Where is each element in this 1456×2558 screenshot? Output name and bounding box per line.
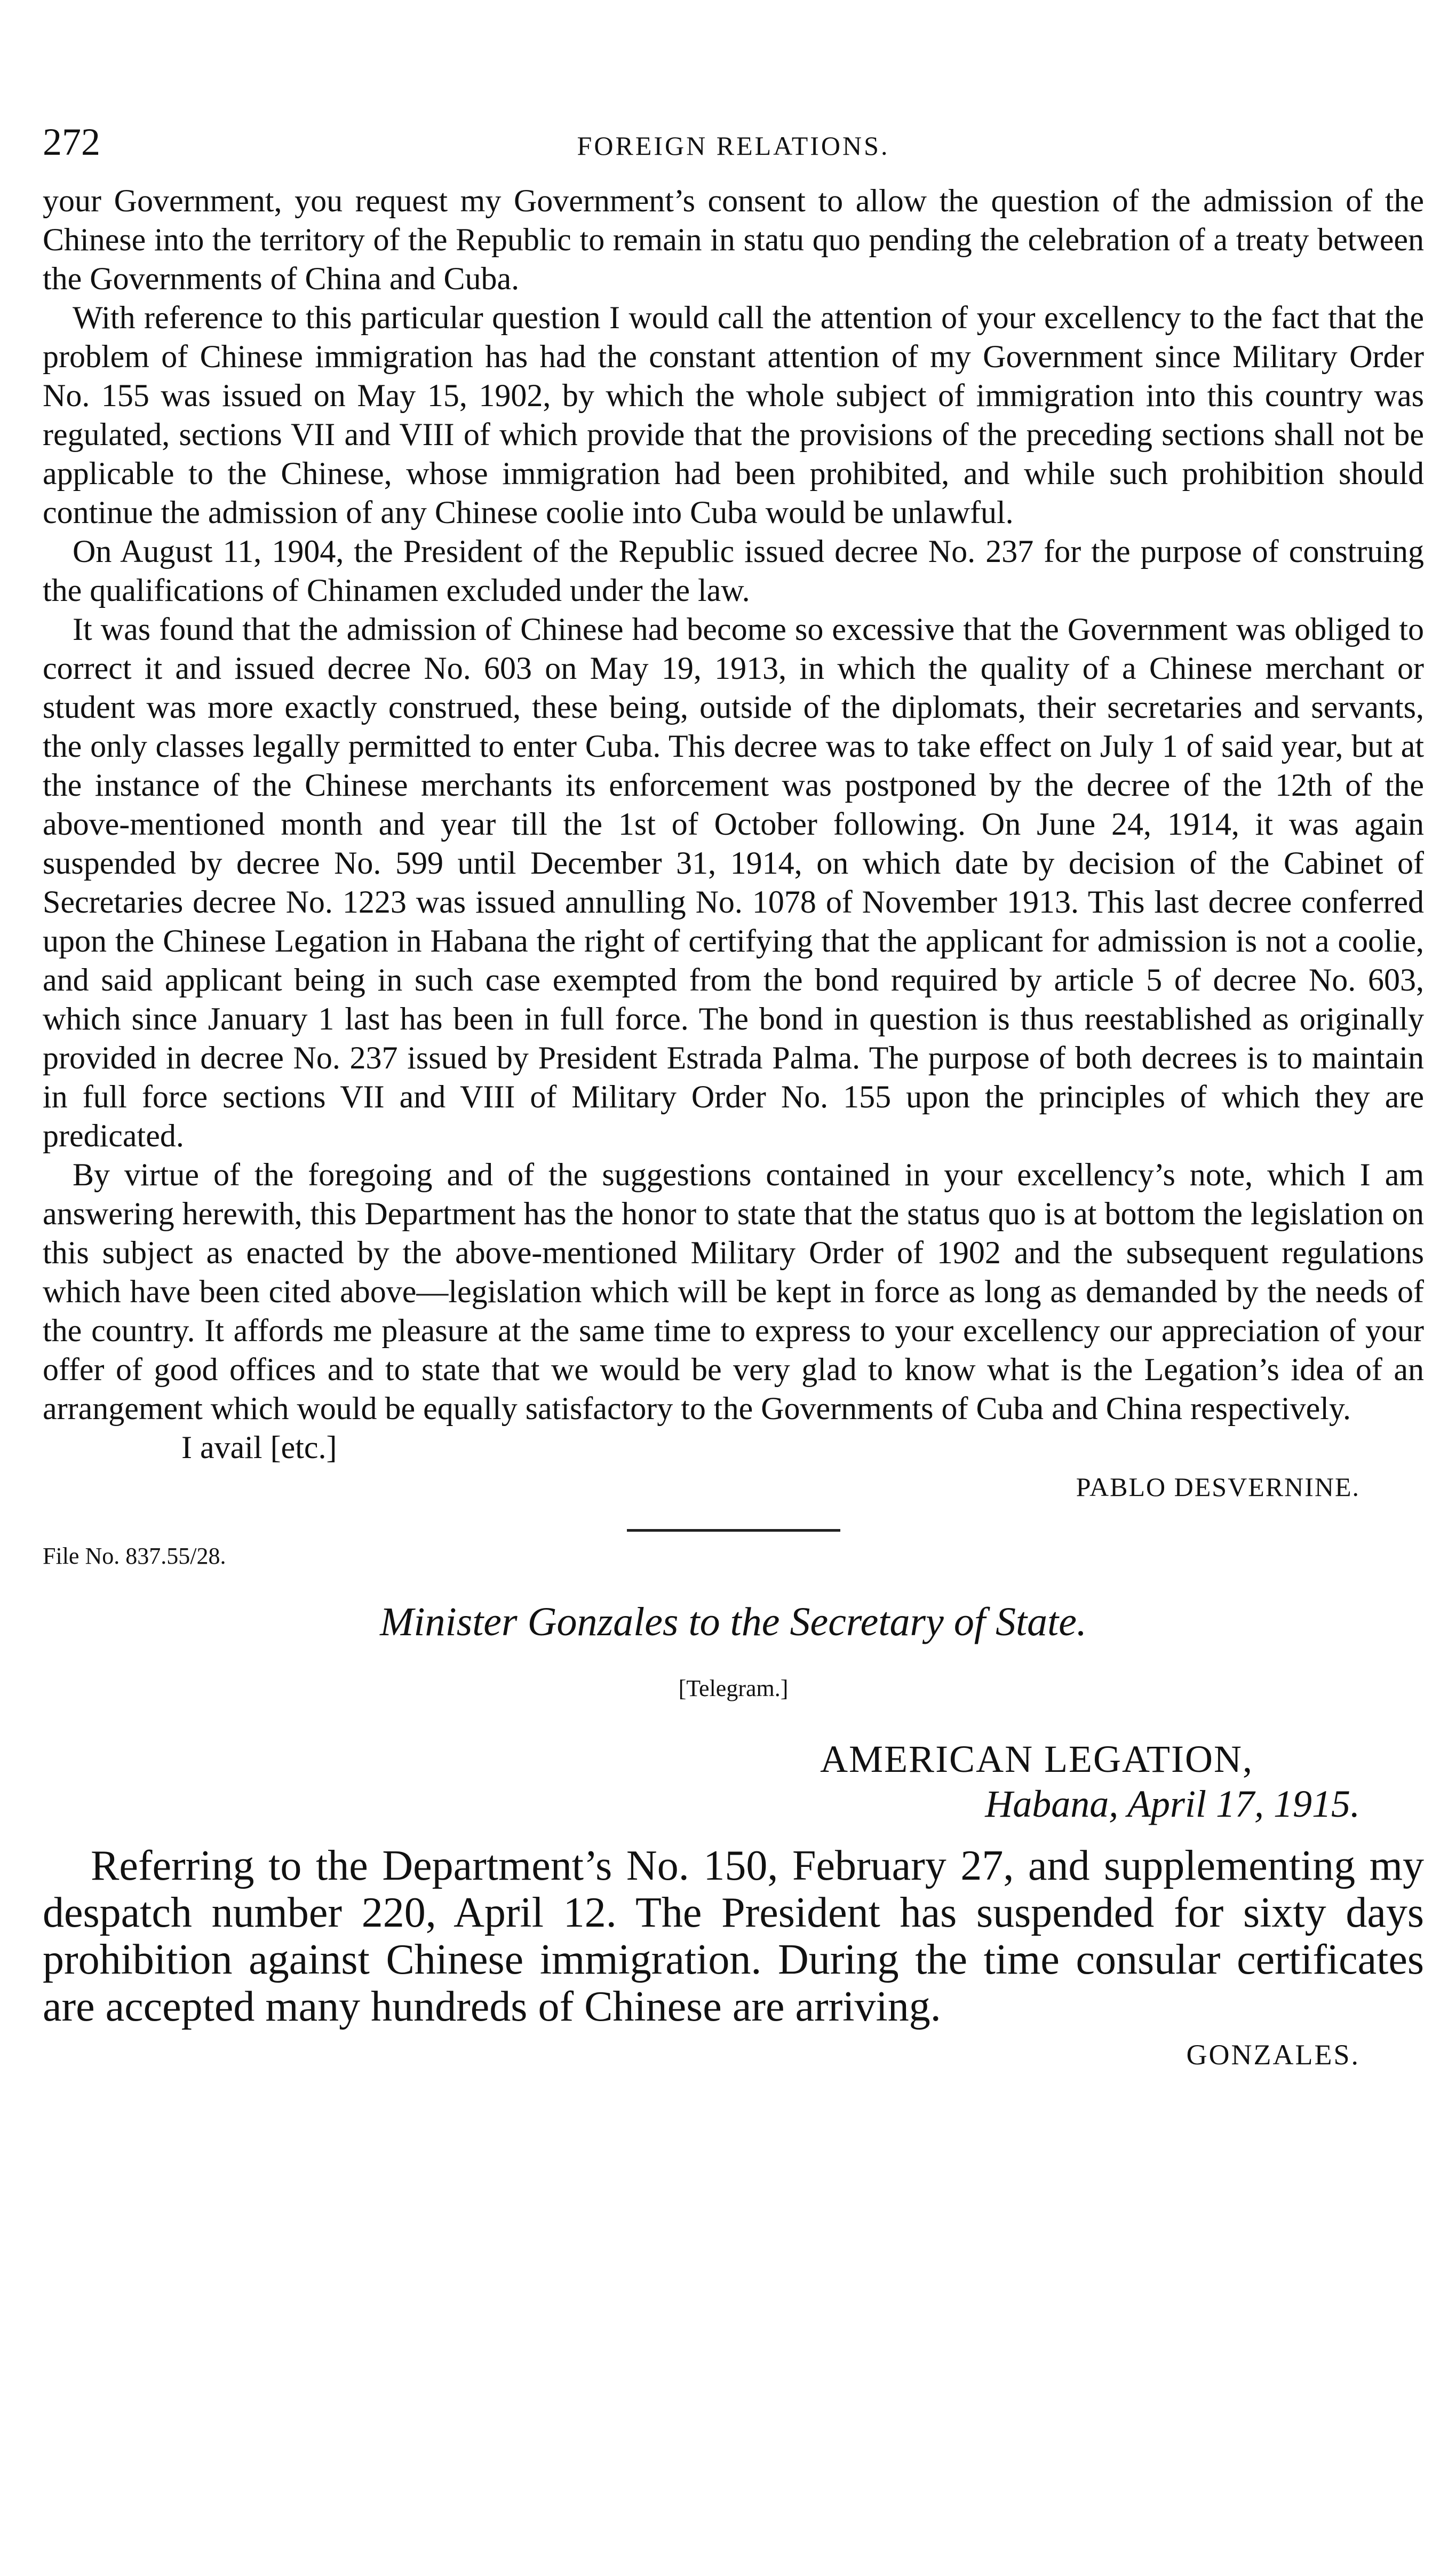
- note-paragraph: On August 11, 1904, the President of the Republic issued decree No. 237 for the purpose of construing the qualifications of Chinamen excluded under the law.: [43, 534, 1424, 608]
- telegram-signature: GONZALES.: [1186, 2039, 1360, 2071]
- document-title: Minister Gonzales to the Secretary of State.: [380, 1599, 1087, 1644]
- section-divider: [627, 1529, 840, 1532]
- note-closing: I avail [etc.]: [181, 1430, 337, 1465]
- note-signature: PABLO DESVERNINE.: [1076, 1472, 1360, 1502]
- address-block: [43, 1737, 1360, 1826]
- note-body: [43, 181, 1424, 1428]
- note-paragraph: With reference to this particular question I would call the attention of your excellency to the fact that the problem of Chinese immigration has had the constant attention of my Government since Military Order No. 155 was issued on May 15, 1902, by which the whole subject of immigration into this country was regulated, sections VII and VIII of which provide that the provisions of the preceding sections shall not be applicable to the Chinese, whose immigration had been prohibited, and while such prohibition should continue the admission of any Chinese coolie into Cuba would be unlawful.: [43, 300, 1424, 530]
- address-place-date: Habana, April 17, 1915.: [985, 1783, 1360, 1825]
- note-paragraph: It was found that the admission of Chinese had become so excessive that the Government was obliged to correct it and issued decree No. 603 on May 19, 1913, in which the quality of a Chinese merchant or student was more exactly construed, these being, outside of the diplomats, their secretaries and servants, the only classes legally permitted to enter Cuba. This decree was to take effect on July 1 of said year, but at the instance of the Chinese merchants its enforcement was postponed by the decree of the 12th of the above-mentioned month and year till the 1st of October following. On June 24, 1914, it was again suspended by decree No. 599 until December 31, 1914, on which date by decision of the Cabinet of Secretaries decree No. 1223 was issued annulling No. 1078 of November 1913. This last decree conferred upon the Chinese Legation in Habana the right of certifying that the applicant for admission is not a coolie, and said applicant being in such case exempted from the bond required by article 5 of decree No. 603, which since January 1 last has been in full force. The bond in question is thus reestablished as originally provided in decree No. 237 issued by President Estrada Palma. The purpose of both decrees is to maintain in full force sections VII and VIII of Military Order No. 155 upon the principles of which they are predicated.: [43, 612, 1424, 1153]
- document-type: [Telegram.]: [678, 1675, 789, 1701]
- telegram-body: Referring to the Department’s No. 150, February 27, and supplementing my despatch number 220, April 12. The President has suspended for sixty days prohibition against Chinese immigration. During the time consular certificates are accepted many hundreds of Chinese are arriving.: [43, 1842, 1424, 2030]
- address-legation: AMERICAN LEGATION,: [820, 1738, 1253, 1780]
- page-number: 272: [43, 121, 100, 163]
- note-paragraph: your Government, you request my Government’s consent to allow the question of the admission of the Chinese into the territory of the Republic to remain in statu quo pending the celebration of a treaty between the Governments of China and Cuba.: [43, 183, 1424, 296]
- page-header: [43, 123, 1424, 181]
- running-head: FOREIGN RELATIONS.: [577, 131, 890, 161]
- note-paragraph: By virtue of the foregoing and of the suggestions contained in your excellency’s note, which I am answering herewith, this Department has the honor to state that the status quo is at bottom the legislation on this subject as enacted by the above-mentioned Military Order of 1902 and the subsequent regulations which have been cited above—legislation which will be kept in force as long as demanded by the needs of the country. It affords me pleasure at the same time to express to your excellency our appreciation of your offer of good offices and to state that we would be very glad to know what is the Legation’s idea of an arrangement which would be equally satisfactory to the Governments of Cuba and China respectively.: [43, 1157, 1424, 1426]
- file-number: File No. 837.55/28.: [43, 1543, 226, 1569]
